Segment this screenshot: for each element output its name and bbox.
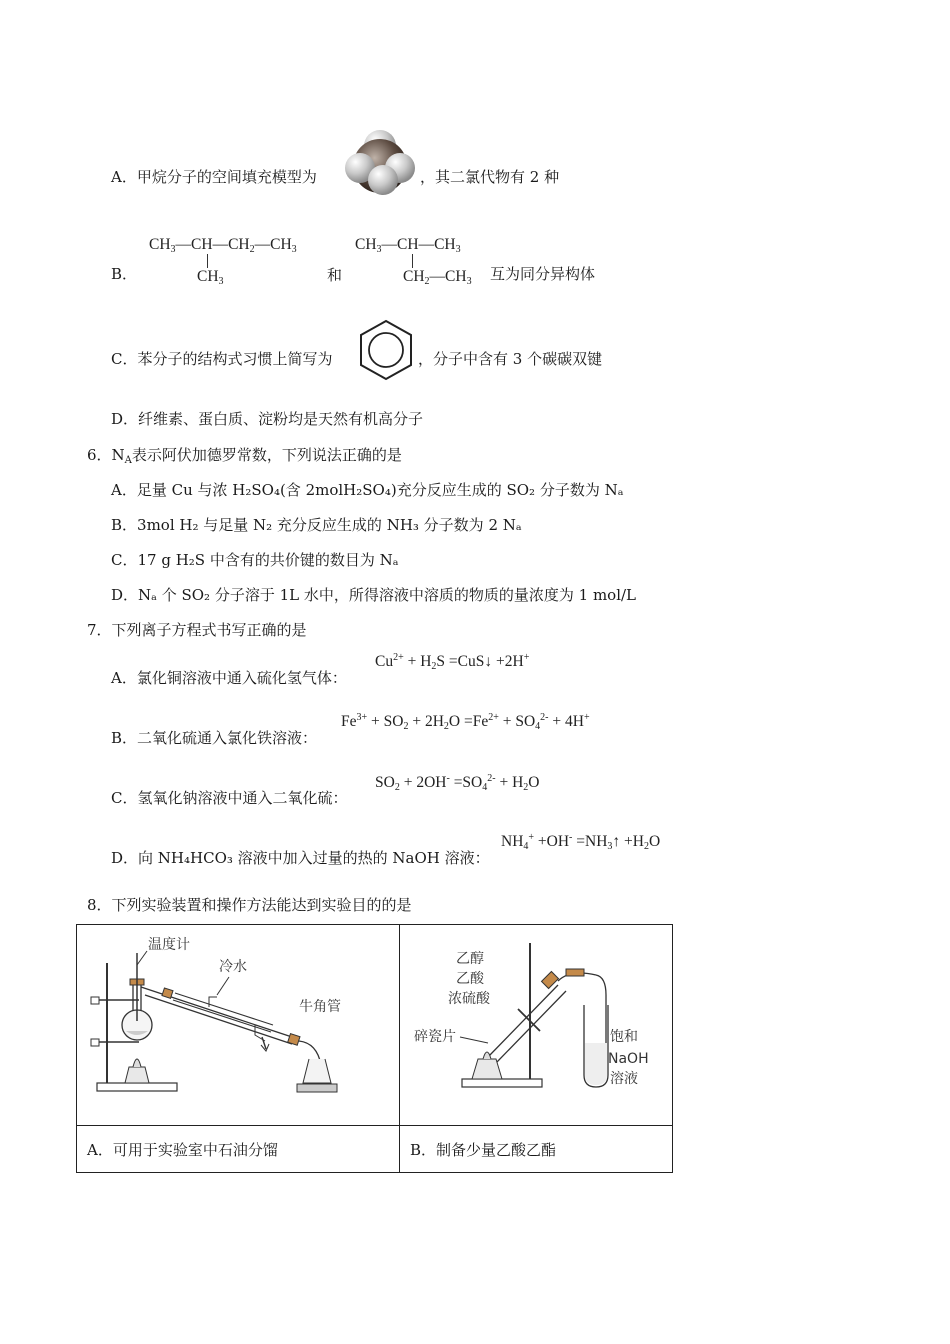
thermometer-label: 温度计 xyxy=(148,937,190,953)
q5-b-structure-2-branch: $CH_2—CH_3$ xyxy=(403,268,472,287)
q7-equation-a: $Cu^{2+} + H_2S$ =CuS↓ +2H+ xyxy=(375,652,530,672)
fig-b-cell xyxy=(400,925,673,1126)
q5-b-structure-1-branch: $CH_3$ xyxy=(197,268,224,287)
ester-preparation-apparatus xyxy=(400,925,672,1121)
q5-b-bond-1 xyxy=(207,254,208,268)
q7-equation-b: $Fe^{3+} + SO_2 + 2H_2O =Fe^{2+} + SO_4^{2-} + 4H^+$ xyxy=(341,712,590,732)
methane-space-filling-model-image xyxy=(344,126,418,196)
acetic-acid-label: 乙酸 xyxy=(456,971,484,987)
cold-water-label: 冷水 xyxy=(219,959,247,975)
q7-option-b-label: B．二氧化硫通入氯化铁溶液： xyxy=(111,729,318,747)
q5-option-b-label: B． xyxy=(111,265,138,283)
q5-b-bond-2 xyxy=(412,254,413,268)
q5-b-and: 和 xyxy=(327,266,343,284)
q6-option-a: A．足量 Cu 与浓 H₂SO₄(含 2molH₂SO₄)充分反应生成的 SO₂ 分子数为 Nₐ xyxy=(111,481,624,499)
solution-label: 溶液 xyxy=(610,1071,638,1087)
ethanol-label: 乙醇 xyxy=(456,951,484,967)
q6-option-d: D．Nₐ 个 SO₂ 分子溶于 1L 水中，所得溶液中溶质的物质的量浓度为 1 mol/L xyxy=(111,586,637,604)
q5-option-a: A．甲烷分子的空间填充模型为 xyxy=(111,168,317,186)
na-symbol: $N_A$ xyxy=(111,446,132,466)
q8-figure-table xyxy=(76,924,673,1173)
q5-option-a-suffix: ，其二氯代物有 2 种 xyxy=(420,168,560,186)
distillation-apparatus xyxy=(77,925,399,1121)
q7-option-c-label: C．氢氧化钠溶液中通入二氧化硫： xyxy=(111,789,348,807)
sulfuric-acid-label: 浓硫酸 xyxy=(448,991,490,1007)
q7-equation-d: $NH_4^+ +OH^-$ $=NH_3↑ +H_2O$ xyxy=(501,832,661,852)
q5-b-structure-1: $CH_3—CH—CH_2—CH_3$ xyxy=(149,236,297,255)
q7-option-a-label: A．氯化铜溶液中通入硫化氢气体： xyxy=(111,669,347,687)
adapter-label: 牛角管 xyxy=(299,999,341,1015)
q5-option-c-suffix: ，分子中含有 3 个碳碳双键 xyxy=(418,350,603,368)
saturated-label: 饱和 xyxy=(610,1029,638,1045)
q6-option-b: B．3mol H₂ 与足量 N₂ 充分反应生成的 NH₃ 分子数为 2 Nₐ xyxy=(111,516,522,534)
fig-a-cell xyxy=(77,925,400,1126)
q5-option-b-suffix: 互为同分异构体 xyxy=(490,265,596,283)
fig-b-caption: B．制备少量乙酸乙酯 xyxy=(400,1126,673,1173)
q7-equation-c: $SO_2 + 2OH^- =SO_4^{2-} + H_2O$ xyxy=(375,773,540,793)
q7-option-d-label: D．向 NH₄HCO₃ 溶液中加入过量的热的 NaOH 溶液： xyxy=(111,849,490,867)
q5-b-structure-2: $CH_3—CH—CH_3$ xyxy=(355,236,461,255)
q6-stem: 6．$N_A$表示阿伏加德罗常数，下列说法正确的是 xyxy=(87,446,402,466)
q7-stem: 7．下列离子方程式书写正确的是 xyxy=(87,621,307,639)
q6-option-c: C．17 g H₂S 中含有的共价键的数目为 Nₐ xyxy=(111,551,399,569)
fig-a-caption: A．可用于实验室中石油分馏 xyxy=(77,1126,400,1173)
q5-option-d: D．纤维素、蛋白质、淀粉均是天然有机高分子 xyxy=(111,410,424,428)
porcelain-chips-label: 碎瓷片 xyxy=(414,1029,456,1045)
naoh-label: NaOH xyxy=(608,1051,649,1067)
benzene-ring-structure xyxy=(357,318,415,382)
q5-option-c: C．苯分子的结构式习惯上简写为 xyxy=(111,350,333,368)
q8-stem: 8．下列实验装置和操作方法能达到实验目的的是 xyxy=(87,896,412,914)
